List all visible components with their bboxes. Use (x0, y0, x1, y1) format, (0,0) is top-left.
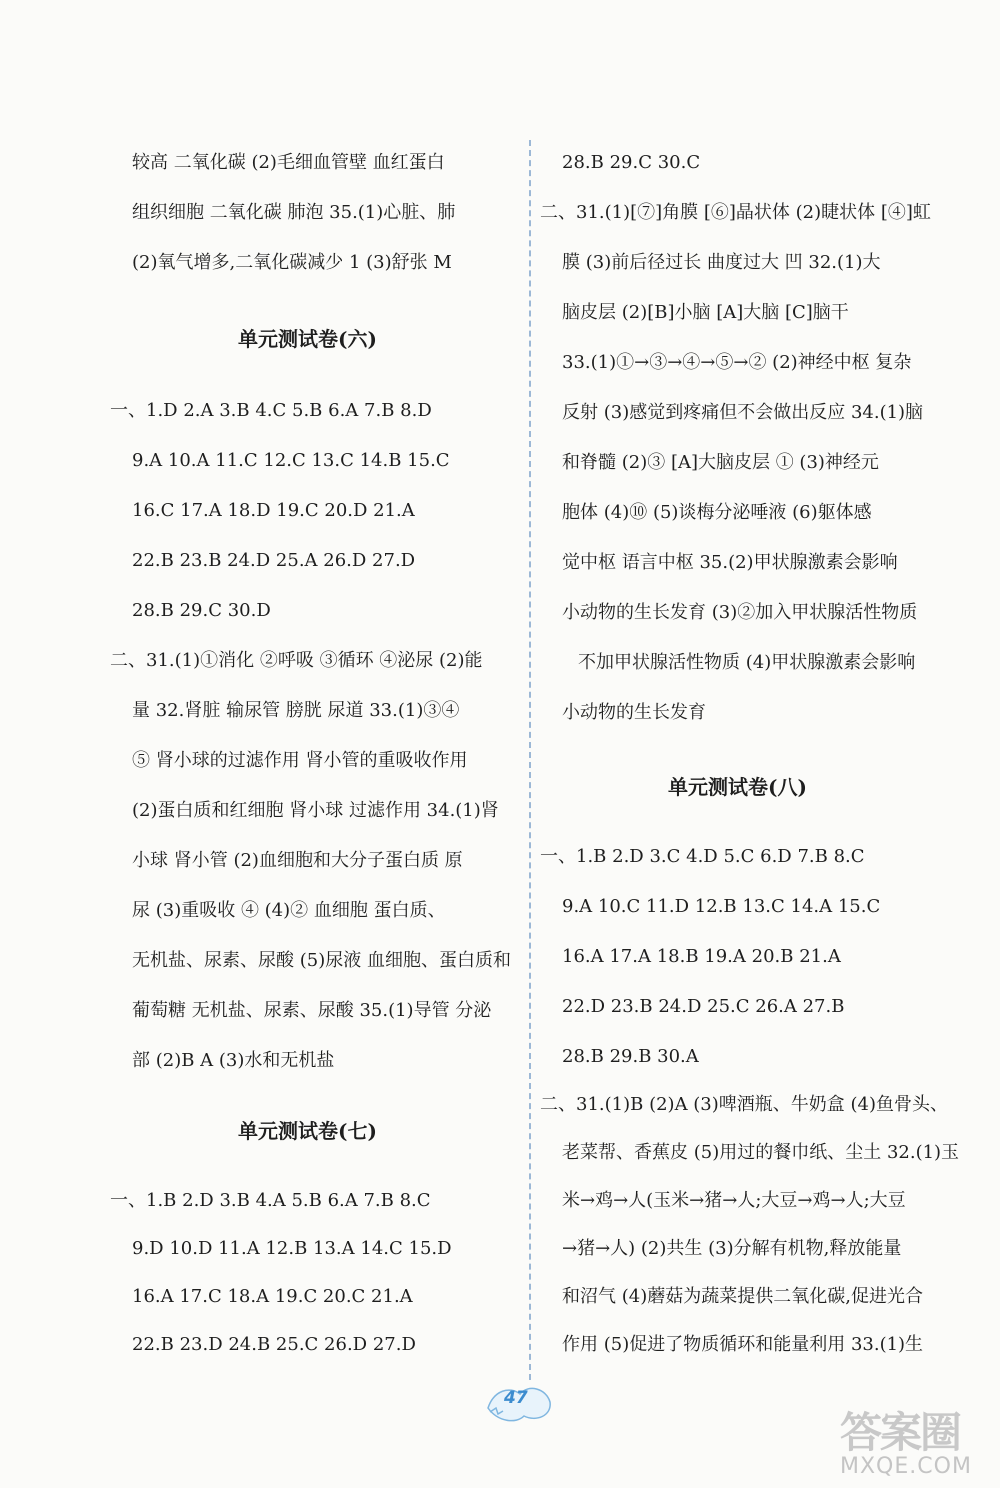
text-line: 组织细胞 二氧化碳 肺泡 35.(1)心脏、肺 (132, 202, 456, 223)
answer-line: 9.D 10.D 11.A 12.B 13.A 14.C 15.D (132, 1238, 452, 1259)
answer-line: 尿 (3)重吸收 ④ (4)② 血细胞 蛋白质、 (132, 900, 446, 921)
answer-line: 22.B 23.B 24.D 25.A 26.D 27.D (132, 550, 416, 571)
answer-line: 葡萄糖 无机盐、尿素、尿酸 35.(1)导管 分泌 (132, 1000, 492, 1021)
answer-line: 16.C 17.A 18.D 19.C 20.D 21.A (132, 500, 415, 521)
answer-line: →猪→人) (2)共生 (3)分解有机物,释放能量 (562, 1238, 902, 1259)
section-title: 单元测试卷(七) (238, 1119, 377, 1143)
answer-line: (2)蛋白质和红细胞 肾小球 过滤作用 34.(1)肾 (132, 800, 499, 821)
answer-line: 28.B 29.C 30.D (132, 600, 271, 621)
answer-line: 16.A 17.C 18.A 19.C 20.C 21.A (132, 1286, 413, 1307)
answer-line: 小动物的生长发育 (3)②加入甲状腺活性物质 (562, 602, 918, 623)
answer-line: 二、31.(1)B (2)A (3)啤酒瓶、牛奶盒 (4)鱼骨头、 (540, 1094, 949, 1115)
section-title: 单元测试卷(六) (238, 327, 377, 351)
watermark (840, 1400, 990, 1484)
answer-line: 胞体 (4)⑩ (5)谈梅分泌唾液 (6)躯体感 (562, 502, 872, 523)
answer-line: 28.B 29.B 30.A (562, 1046, 699, 1067)
answer-line: 二、31.(1)①消化 ②呼吸 ③循环 ④泌尿 (2)能 (110, 650, 483, 671)
page-number: 47 (504, 1388, 528, 1408)
answer-line: 和沼气 (4)蘑菇为蔬菜提供二氧化碳,促进光合 (562, 1286, 923, 1307)
answer-line: 二、31.(1)[⑦]角膜 [⑥]晶状体 (2)睫状体 [④]虹 (540, 202, 931, 223)
answer-line: 老菜帮、香蕉皮 (5)用过的餐巾纸、尘土 32.(1)玉 (562, 1142, 960, 1163)
answer-line: 部 (2)B A (3)水和无机盐 (132, 1050, 335, 1071)
answer-line: 小球 肾小管 (2)血细胞和大分子蛋白质 原 (132, 850, 463, 871)
answer-line: 作用 (5)促进了物质循环和能量利用 33.(1)生 (562, 1334, 924, 1355)
answer-line: 一、1.B 2.D 3.C 4.D 5.C 6.D 7.B 8.C (540, 846, 865, 867)
answer-line: 9.A 10.A 11.C 12.C 13.C 14.B 15.C (132, 450, 450, 471)
column-divider (529, 140, 531, 1380)
answer-line: 一、1.B 2.D 3.B 4.A 5.B 6.A 7.B 8.C (110, 1190, 431, 1211)
text-line: (2)氧气增多,二氧化碳减少 1 (3)舒张 M (132, 252, 452, 273)
answer-line: ⑤ 肾小球的过滤作用 肾小管的重吸收作用 (132, 750, 468, 771)
answer-line: 脑皮层 (2)[B]小脑 [A]大脑 [C]脑干 (562, 302, 849, 323)
section-title: 单元测试卷(八) (668, 775, 807, 799)
answer-line: 16.A 17.A 18.B 19.A 20.B 21.A (562, 946, 841, 967)
text-line: 较高 二氧化碳 (2)毛细血管壁 血红蛋白 (132, 152, 445, 173)
answer-line: 量 32.肾脏 输尿管 膀胱 尿道 33.(1)③④ (132, 700, 460, 721)
answer-line: 无机盐、尿素、尿酸 (5)尿液 血细胞、蛋白质和 (132, 950, 511, 971)
answer-line: 小动物的生长发育 (562, 702, 706, 723)
answer-line: 不加甲状腺活性物质 (4)甲状腺激素会影响 (578, 652, 916, 673)
answer-line: 22.D 23.B 24.D 25.C 26.A 27.B (562, 996, 845, 1017)
answer-line: 33.(1)①→③→④→⑤→② (2)神经中枢 复杂 (562, 352, 912, 373)
answer-line: 28.B 29.C 30.C (562, 152, 701, 173)
answer-line: 和脊髓 (2)③ [A]大脑皮层 ① (3)神经元 (562, 452, 879, 473)
answer-line: 米→鸡→人(玉米→猪→人;大豆→鸡→人;大豆 (562, 1190, 906, 1211)
watermark-url: MXQE.COM (840, 1454, 972, 1479)
page-number-badge (480, 1378, 560, 1428)
answer-line: 一、1.D 2.A 3.B 4.C 5.B 6.A 7.B 8.D (110, 400, 432, 421)
answer-line: 22.B 23.D 24.B 25.C 26.D 27.D (132, 1334, 416, 1355)
answer-line: 膜 (3)前后径过长 曲度过大 凹 32.(1)大 (562, 252, 881, 273)
answer-line: 觉中枢 语言中枢 35.(2)甲状腺激素会影响 (562, 552, 898, 573)
answer-line: 反射 (3)感觉到疼痛但不会做出反应 34.(1)脑 (562, 402, 924, 423)
watermark-logo: 答案圈 (840, 1408, 961, 1457)
answer-line: 9.A 10.C 11.D 12.B 13.C 14.A 15.C (562, 896, 881, 917)
